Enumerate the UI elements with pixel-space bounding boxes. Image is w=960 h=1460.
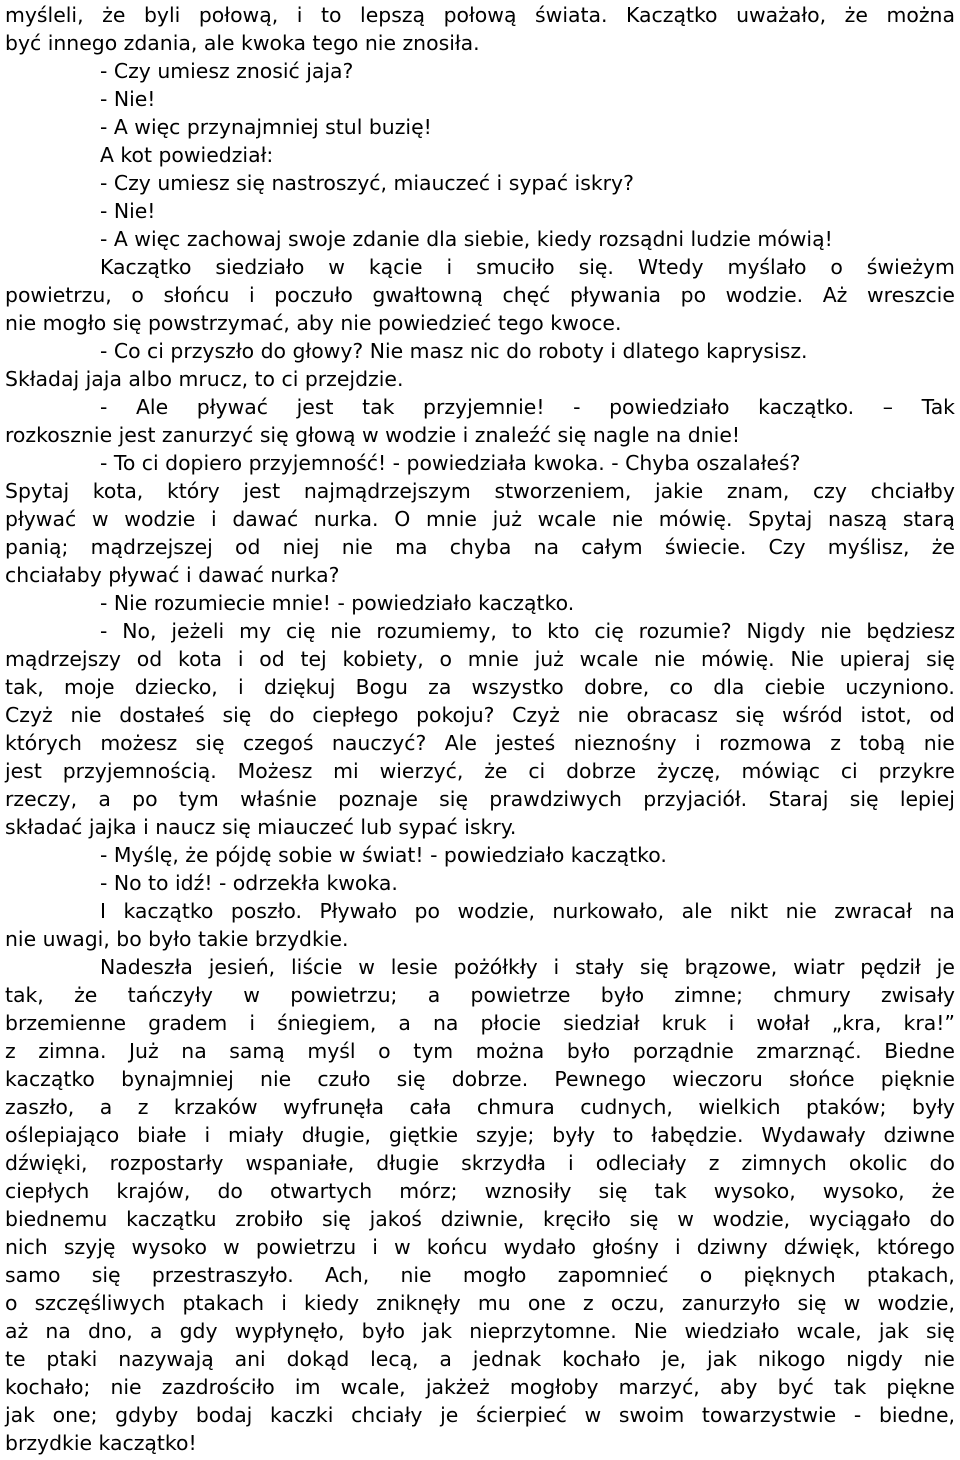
text-line: tak, moje dziecko, i dziękuj Bogu za wszystko dobre, co dla ciebie uczyniono.	[5, 675, 955, 699]
text-line: Nadeszła jesień, liście w lesie pożółkły i stały się brązowe, wiatr pędził je	[100, 955, 955, 979]
text-line: - Co ci przyszło do głowy? Nie masz nic do roboty i dlatego kaprysisz.	[100, 339, 808, 363]
text-line: - No, jeżeli my cię nie rozumiemy, to kto cię rozumie? Nigdy nie będziesz	[100, 619, 955, 643]
text-line: - Nie rozumiecie mnie! - powiedziało kaczątko.	[100, 591, 575, 615]
text-line: brzydkie kaczątko!	[5, 1431, 197, 1455]
text-line: rzeczy, a po tym właśnie poznaje się prawdziwych przyjaciół. Staraj się lepiej	[5, 787, 955, 811]
text-line: - Ale pływać jest tak przyjemnie! - powiedziało kaczątko. – Tak	[100, 395, 955, 419]
text-line: składać jajka i naucz się miauczeć lub sypać iskry.	[5, 815, 517, 839]
text-line: dźwięki, rozpostarły wspaniałe, długie skrzydła i odleciały z zimnych okolic do	[5, 1151, 955, 1175]
text-line: oślepiająco białe i miały długie, giętkie szyje; były to łabędzie. Wydawały dziwne	[5, 1123, 955, 1147]
text-line: - A więc zachowaj swoje zdanie dla siebie, kiedy rozsądni ludzie mówią!	[100, 227, 833, 251]
text-line: jest przyjemnością. Możesz mi wierzyć, że ci dobrze życzę, mówiąc ci przykre	[5, 759, 955, 783]
text-line: nie mogło się powstrzymać, aby nie powiedzieć tego kwoce.	[5, 311, 622, 335]
text-line: panią; mądrzejszej od niej nie ma chyba na całym świecie. Czy myślisz, że	[5, 535, 955, 559]
text-line: Składaj jaja albo mrucz, to ci przejdzie.	[5, 367, 404, 391]
text-line: - Nie!	[100, 199, 156, 223]
text-line: kochało; nie zazdrościło im wcale, jakżeż mogłoby marzyć, aby być tak piękne	[5, 1375, 955, 1399]
text-line: mądrzejszy od kota i od tej kobiety, o mnie już wcale nie mówię. Nie upieraj się	[5, 647, 955, 671]
text-line: Kaczątko siedziało w kącie i smuciło się. Wtedy myślało o świeżym	[100, 255, 955, 279]
text-line: biednemu kaczątku zrobiło się jakoś dziwnie, kręciło się w wodzie, wyciągało do	[5, 1207, 955, 1231]
text-line: nich szyję wysoko w powietrzu i w końcu wydało głośny i dziwny dźwięk, którego	[5, 1235, 955, 1259]
text-line: jak one; gdyby bodaj kaczki chciały je ścierpieć w swoim towarzystwie - biedne,	[5, 1403, 955, 1427]
text-line: Czyż nie dostałeś się do ciepłego pokoju? Czyż nie obracasz się wśród istot, od	[5, 703, 955, 727]
text-line: zaszło, a z krzaków wyfrunęła cała chmura cudnych, wielkich ptaków; były	[5, 1095, 955, 1119]
text-line: ciepłych krajów, do otwartych mórz; wznosiły się tak wysoko, wysoko, że	[5, 1179, 955, 1203]
text-line: których możesz się czegoś nauczyć? Ale jesteś nieznośny i rozmowa z tobą nie	[5, 731, 955, 755]
text-line: A kot powiedział:	[100, 143, 274, 167]
text-line: Spytaj kota, który jest najmądrzejszym stworzeniem, jakie znam, czy chciałby	[5, 479, 955, 503]
story-text	[5, 1, 955, 1457]
text-line: kaczątko bynajmniej nie czuło się dobrze. Pewnego wieczoru słońce pięknie	[5, 1067, 955, 1091]
text-line: powietrzu, o słońcu i poczuło gwałtowną chęć pływania po wodzie. Aż wreszcie	[5, 283, 955, 307]
text-line: nie uwagi, bo było takie brzydkie.	[5, 927, 349, 951]
text-line: - Nie!	[100, 87, 156, 111]
text-line: - Czy umiesz znosić jaja?	[100, 59, 354, 83]
text-line: - Myślę, że pójdę sobie w świat! - powiedziało kaczątko.	[100, 843, 667, 867]
text-line: - A więc przynajmniej stul buzię!	[100, 115, 432, 139]
text-line: o szczęśliwych ptakach i kiedy zniknęły mu one z oczu, zanurzyło się w wodzie,	[5, 1291, 955, 1315]
text-line: z zimna. Już na samą myśl o tym można było porządnie zmarznąć. Biedne	[5, 1039, 955, 1063]
text-line: rozkosznie jest zanurzyć się głową w wodzie i znaleźć się nagle na dnie!	[5, 423, 741, 447]
text-line: aż na dno, a gdy wypłynęło, było jak nieprzytomne. Nie wiedziało wcale, jak się	[5, 1319, 955, 1343]
text-line: tak, że tańczyły w powietrzu; a powietrze było zimne; chmury zwisały	[5, 983, 955, 1007]
text-line: - No to idź! - odrzekła kwoka.	[100, 871, 398, 895]
text-line: samo się przestraszyło. Ach, nie mogło zapomnieć o pięknych ptakach,	[5, 1263, 955, 1287]
text-line: te ptaki nazywają ani dokąd lecą, a jednak kochało je, jak nikogo nigdy nie	[5, 1347, 955, 1371]
text-line: brzemienne gradem i śniegiem, a na płocie siedział kruk i wołał „kra, kra!”	[5, 1011, 955, 1035]
text-line: pływać w wodzie i dawać nurka. O mnie już wcale nie mówię. Spytaj naszą starą	[5, 507, 955, 531]
text-line: - To ci dopiero przyjemność! - powiedziała kwoka. - Chyba oszalałeś?	[100, 451, 801, 475]
text-line: być innego zdania, ale kwoka tego nie znosiła.	[5, 31, 480, 55]
text-line: I kaczątko poszło. Pływało po wodzie, nurkowało, ale nikt nie zwracał na	[100, 899, 955, 923]
text-line: - Czy umiesz się nastroszyć, miauczeć i sypać iskry?	[100, 171, 634, 195]
text-line: myśleli, że byli połową, i to lepszą połową świata. Kaczątko uważało, że można	[5, 3, 955, 27]
text-line: chciałaby pływać i dawać nurka?	[5, 563, 340, 587]
